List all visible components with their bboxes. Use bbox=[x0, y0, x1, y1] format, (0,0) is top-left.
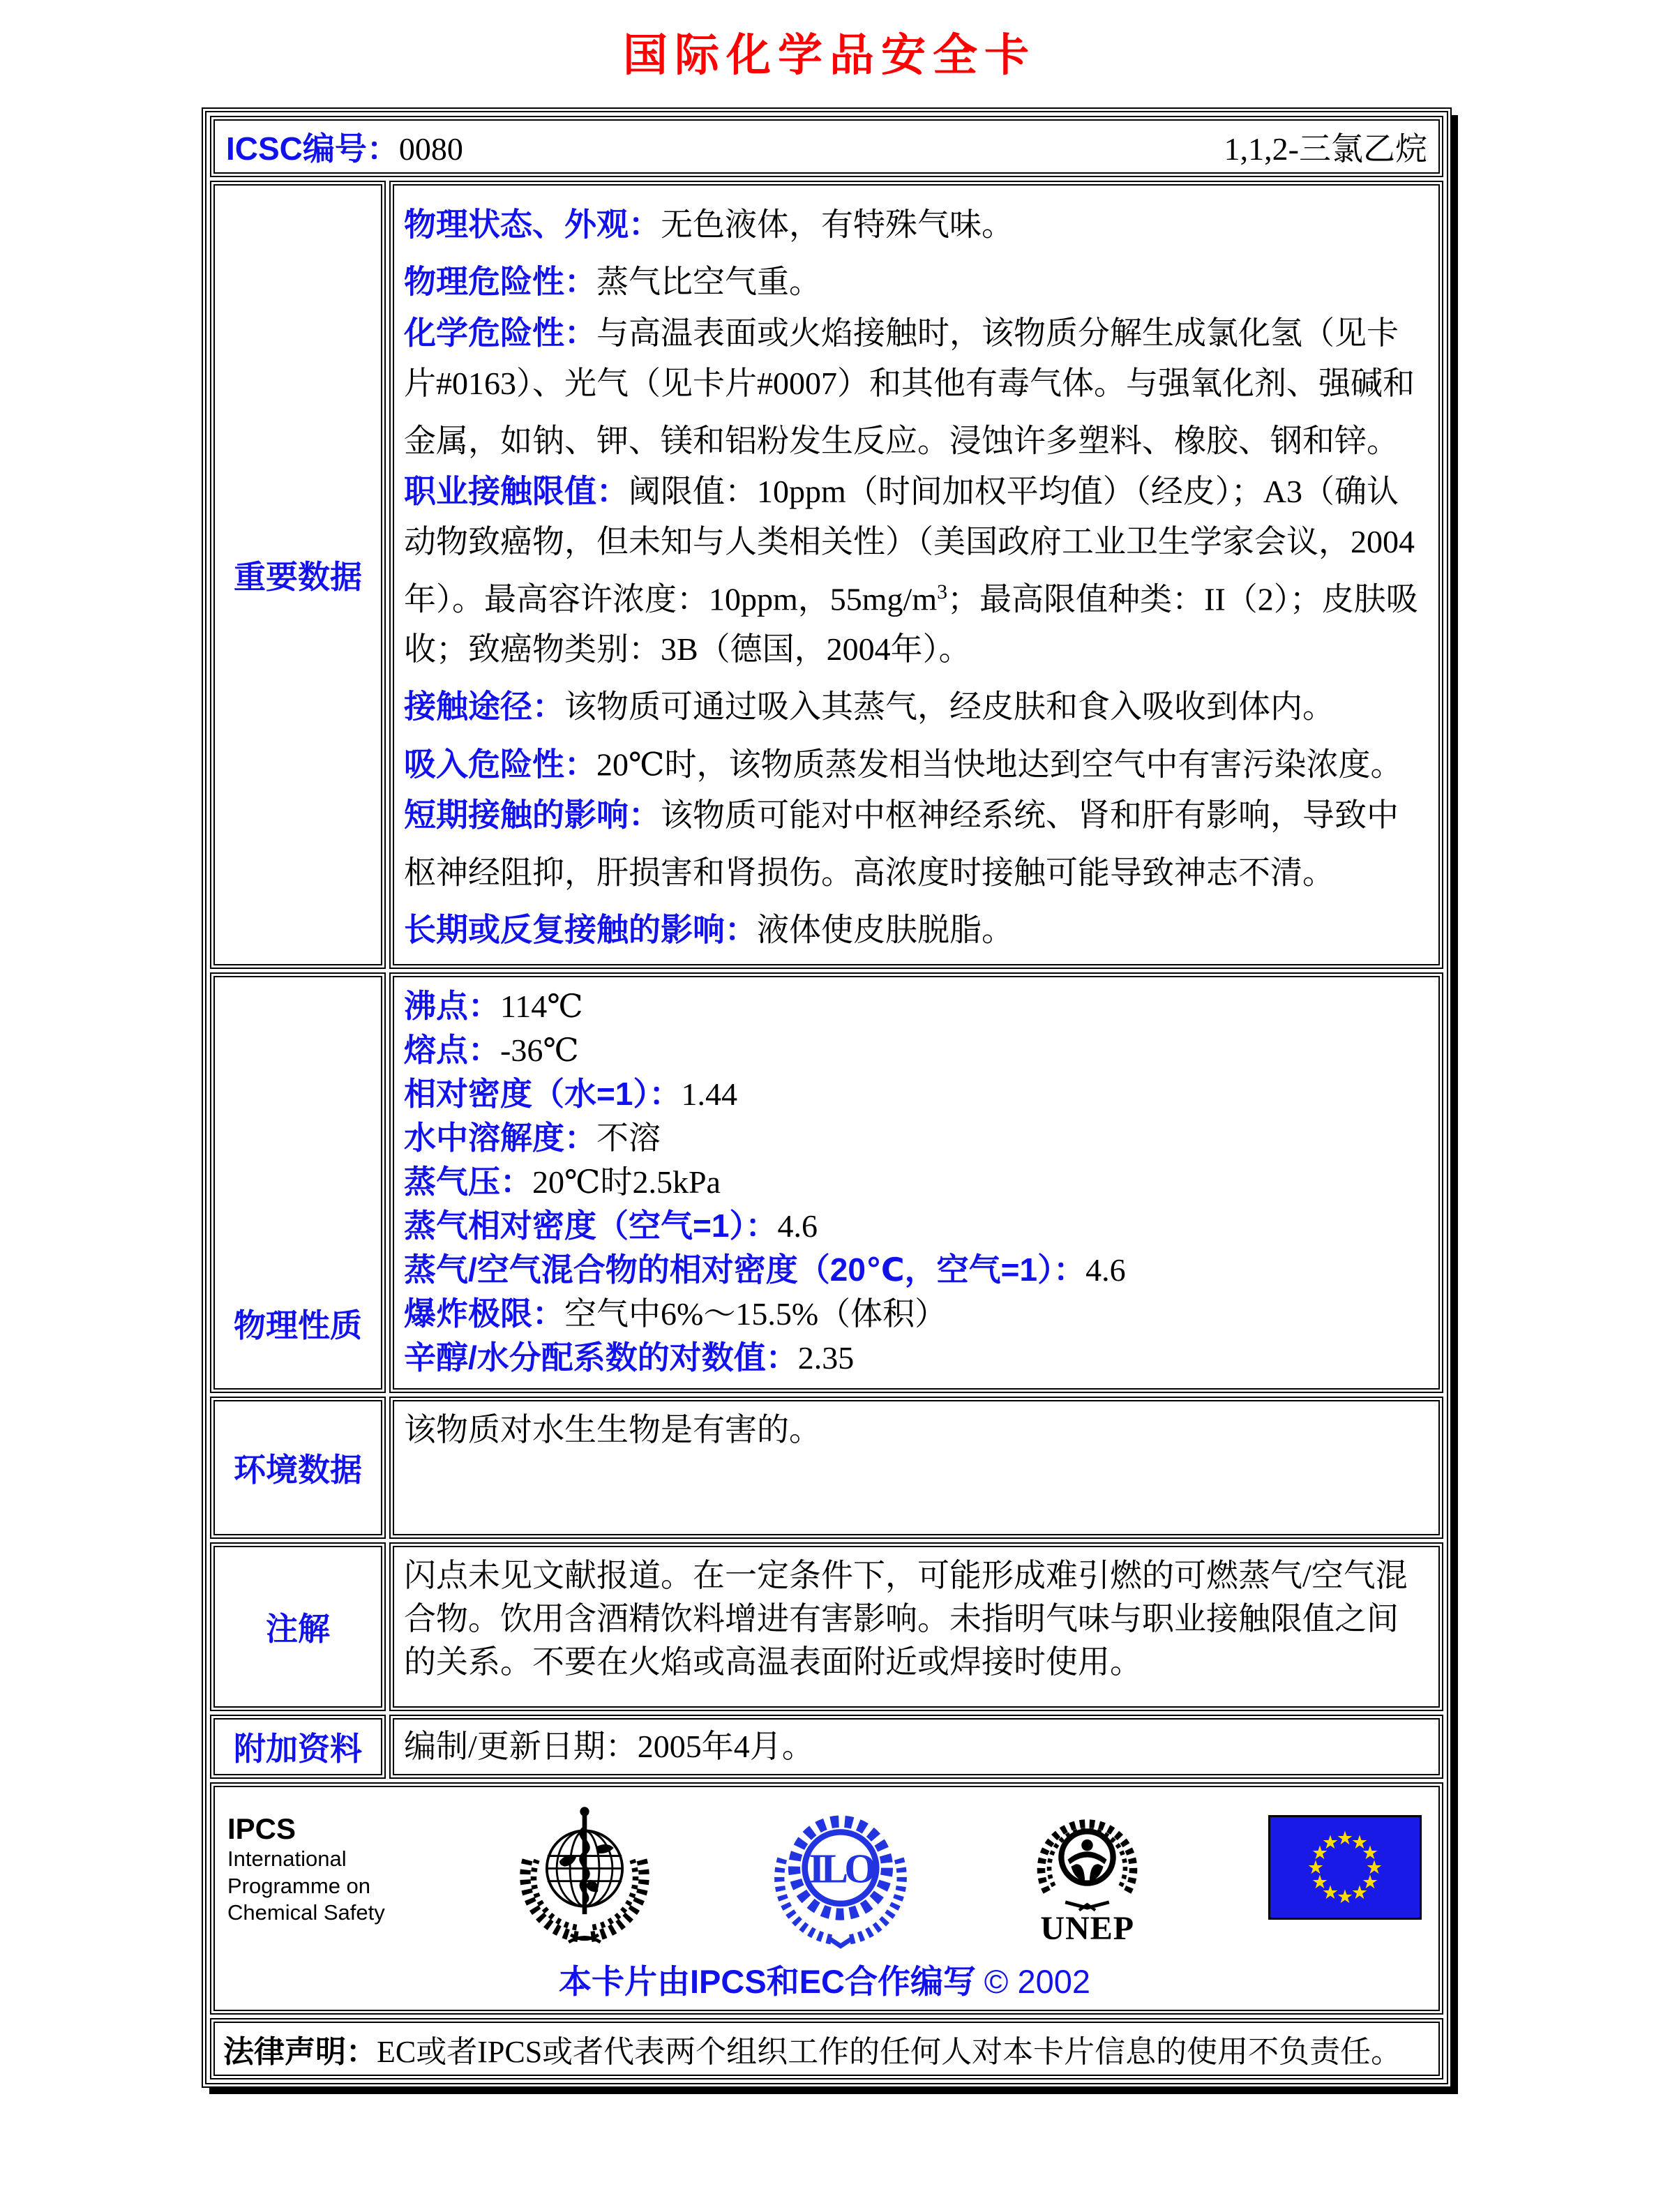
icsc-number-group bbox=[226, 123, 463, 170]
environmental-data-row bbox=[210, 1397, 1443, 1539]
card-header-cell bbox=[210, 116, 1443, 177]
data-item bbox=[404, 308, 1429, 466]
data-item bbox=[404, 732, 1429, 790]
ipcs-line2: Programme on bbox=[227, 1873, 371, 1898]
logos-line bbox=[227, 1800, 1422, 1953]
property-label: 沸点： bbox=[404, 987, 500, 1024]
property-item bbox=[404, 1204, 1429, 1248]
item-label: 职业接触限值： bbox=[404, 472, 629, 509]
property-value: 4.6 bbox=[1085, 1251, 1126, 1288]
item-label: 吸入危险性： bbox=[404, 745, 596, 782]
physical-properties-content bbox=[389, 972, 1443, 1393]
svg-text:★: ★ bbox=[1361, 1842, 1379, 1864]
svg-text:★: ★ bbox=[1321, 1831, 1339, 1853]
icsc-number-value: 0080 bbox=[398, 131, 463, 167]
property-value: 不溶 bbox=[596, 1120, 661, 1156]
item-label: 物理危险性： bbox=[404, 263, 596, 300]
data-item bbox=[404, 466, 1429, 675]
item-text-post: ；最高限值种类：II（2）；皮肤吸收；致癌物类别：3B（德国，2004年）。 bbox=[404, 581, 1418, 668]
physical-properties-label: 物理性质 bbox=[210, 972, 386, 1393]
legal-text: EC或者IPCS或者代表两个组织工作的任何人对本卡片信息的使用不负责任。 bbox=[377, 2034, 1402, 2069]
who-logo-icon bbox=[518, 1800, 651, 1953]
property-label: 蒸气/空气混合物的相对密度（20℃，空气=1）： bbox=[404, 1251, 1086, 1288]
eu-flag-wrap bbox=[1268, 1800, 1422, 1920]
property-label: 爆炸极限： bbox=[404, 1295, 564, 1332]
ilo-letters: ILO bbox=[809, 1846, 872, 1892]
property-label: 水中溶解度： bbox=[404, 1119, 596, 1156]
card-header-row bbox=[210, 116, 1443, 177]
item-text: 该物质可能对中枢神经系统、肾和肝有影响，导致中枢神经阻抑，肝损害和肾损伤。高浓度时接触可能导致神志不清。 bbox=[404, 797, 1399, 891]
svg-text:★: ★ bbox=[1365, 1856, 1383, 1879]
item-label: 接触途径： bbox=[404, 688, 564, 725]
ipcs-line1: International bbox=[227, 1846, 347, 1871]
item-label: 长期或反复接触的影响： bbox=[404, 911, 757, 948]
svg-text:★: ★ bbox=[1311, 1871, 1329, 1893]
ipcs-text-block bbox=[227, 1800, 395, 1927]
property-value: -36℃ bbox=[500, 1032, 579, 1068]
cooperation-caption bbox=[227, 1956, 1422, 2003]
property-label: 蒸气相对密度（空气=1）： bbox=[404, 1207, 778, 1244]
notes-label: 注解 bbox=[210, 1542, 386, 1711]
property-item bbox=[404, 984, 1429, 1028]
important-data-label: 重要数据 bbox=[210, 181, 386, 969]
item-text: 液体使皮肤脱脂。 bbox=[757, 912, 1014, 948]
legal-label: 法律声明： bbox=[223, 2034, 377, 2069]
notes-content: 闪点未见文献报道。在一定条件下，可能形成难引燃的可燃蒸气/空气混合物。饮用含酒精饮料增进有害影响。未指明气味与职业接触限值之间的关系。不要在火焰或高温表面附近或焊接时使用。 bbox=[389, 1542, 1443, 1711]
property-value: 1.44 bbox=[681, 1076, 737, 1112]
data-item bbox=[404, 250, 1429, 307]
additional-info-row bbox=[210, 1715, 1443, 1779]
property-item bbox=[404, 1248, 1429, 1292]
important-data-content bbox=[389, 181, 1443, 969]
property-label: 辛醇/水分配系数的对数值： bbox=[404, 1339, 798, 1376]
item-sup: 3 bbox=[937, 580, 948, 603]
ipcs-line3: Chemical Safety bbox=[227, 1900, 385, 1925]
item-text: 阈限值：10ppm（时间加权平均值）（经皮）；A3（确认动物致癌物，但未知与人类相关性）（美国政府工业卫生学家会议，2004年）。最高容许浓度：10ppm，55mg/m bbox=[404, 473, 1415, 617]
svg-text:★: ★ bbox=[1361, 1871, 1379, 1893]
environmental-data-content: 该物质对水生生物是有害的。 bbox=[389, 1397, 1443, 1539]
property-label: 蒸气压： bbox=[404, 1163, 532, 1200]
property-item bbox=[404, 1336, 1429, 1380]
item-label: 物理状态、外观： bbox=[404, 206, 661, 243]
unep-label: UNEP bbox=[1040, 1909, 1135, 1947]
item-text: 与高温表面或火焰接触时，该物质分解生成氯化氢（见卡片#0163）、光气（见卡片#0007）和其他有毒气体。与强氧化剂、强碱和金属，如钠、钾、镁和铝粉发生反应。浸蚀许多塑料、橡胶、钢和锌。 bbox=[404, 315, 1415, 458]
svg-text:★: ★ bbox=[1311, 1842, 1329, 1864]
physical-properties-row bbox=[210, 972, 1443, 1393]
property-item bbox=[404, 1160, 1429, 1204]
legal-row bbox=[210, 2018, 1443, 2079]
notes-row bbox=[210, 1542, 1443, 1711]
item-label: 化学危险性： bbox=[404, 314, 596, 351]
property-item bbox=[404, 1072, 1429, 1116]
property-value: 20℃时2.5kPa bbox=[532, 1164, 721, 1200]
unep-logo-icon bbox=[1030, 1800, 1145, 1915]
property-value: 空气中6%～15.5%（体积） bbox=[564, 1295, 947, 1332]
svg-text:★: ★ bbox=[1321, 1881, 1339, 1904]
ilo-logo-icon bbox=[774, 1800, 907, 1953]
svg-text:★: ★ bbox=[1336, 1886, 1354, 1908]
ipcs-name: IPCS bbox=[227, 1812, 296, 1845]
property-value: 114℃ bbox=[500, 988, 583, 1024]
legal-text-group bbox=[223, 2026, 1401, 2071]
svg-text:★: ★ bbox=[1307, 1856, 1325, 1879]
legal-cell bbox=[210, 2018, 1443, 2079]
property-value: 2.35 bbox=[797, 1339, 855, 1376]
property-label: 相对密度（水=1）： bbox=[404, 1075, 682, 1112]
data-item bbox=[404, 898, 1429, 955]
property-label: 熔点： bbox=[404, 1031, 500, 1068]
property-item bbox=[404, 1116, 1429, 1160]
item-text: 20℃时，该物质蒸发相当快地达到空气中有害污染浓度。 bbox=[596, 746, 1403, 782]
item-text: 蒸气比空气重。 bbox=[596, 264, 821, 300]
logos-row bbox=[210, 1782, 1443, 2015]
icsc-number-label: ICSC编号： bbox=[226, 130, 399, 167]
environmental-data-label: 环境数据 bbox=[210, 1397, 386, 1539]
cooperation-caption-text: 本卡片由IPCS和EC合作编写 bbox=[559, 1962, 976, 2000]
data-item bbox=[404, 193, 1429, 250]
data-item bbox=[404, 790, 1429, 898]
svg-text:★: ★ bbox=[1351, 1831, 1369, 1853]
copyright-text: © 2002 bbox=[984, 1962, 1090, 2000]
chemical-name: 1,1,2-三氯乙烷 bbox=[1224, 131, 1427, 167]
data-item bbox=[404, 675, 1429, 732]
svg-text:★: ★ bbox=[1351, 1881, 1369, 1904]
page-title: 国际化学品安全卡 bbox=[623, 30, 1036, 80]
icsc-card bbox=[202, 107, 1452, 2088]
svg-text:★: ★ bbox=[1336, 1827, 1354, 1849]
eu-flag-icon bbox=[1268, 1815, 1422, 1920]
logos-cell bbox=[210, 1782, 1443, 2015]
additional-info-label: 附加资料 bbox=[210, 1715, 386, 1779]
important-data-row bbox=[210, 181, 1443, 969]
property-value: 4.6 bbox=[777, 1207, 818, 1244]
additional-info-content: 编制/更新日期：2005年4月。 bbox=[389, 1715, 1443, 1779]
property-item bbox=[404, 1292, 1429, 1336]
unep-logo-block bbox=[1030, 1800, 1145, 1948]
item-text: 无色液体，有特殊气味。 bbox=[661, 206, 1014, 243]
property-item bbox=[404, 1028, 1429, 1072]
item-text: 该物质可通过吸入其蒸气，经皮肤和食入吸收到体内。 bbox=[564, 689, 1335, 725]
item-label: 短期接触的影响： bbox=[404, 796, 661, 833]
